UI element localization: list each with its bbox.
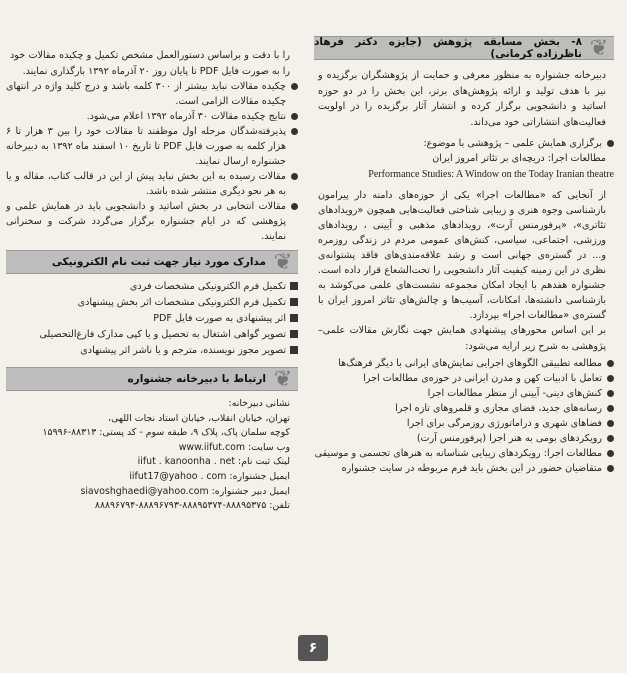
bullet-icon (291, 113, 298, 120)
topic-text: رسانه‌های جدید، فضای مجازی و قلمروهای تازه اجرا (395, 403, 602, 414)
seminar-title-fa: مطالعات اجرا: دریچه‌ای بر تئاتر امروز ایران (432, 153, 606, 164)
bullet-icon (607, 465, 614, 472)
topic-text: کنش‌های دینی- آیینی از منظر مطالعات اجرا (427, 388, 602, 399)
topic-text: متقاضیان حضور در این بخش باید فرم مربوطه در سایت جشنواره (341, 463, 602, 474)
rule-text: پذیرفته‌شدگان مرحله اول موظفند تا مقالات خود را بین ۳ هزار تا ۶ هزار کلمه به صورت فایل PDF تا تاریخ ۱۰ اسفند ماه ۱۳۹۲ به دبیرخانه جشنواره ارسال نمایند. (6, 126, 286, 167)
page-number: ۶ (298, 635, 328, 661)
bullet-icon (291, 173, 298, 180)
document-text: تصویر گواهی اشتغال به تحصیل و یا کپی مدارک فارغ‌التحصیلی (39, 329, 286, 340)
bullet-icon (607, 450, 614, 457)
list-item (6, 199, 298, 244)
list-item (6, 327, 298, 343)
topic-text: رویکردهای بومی به هنر اجرا (پرفورمنس آرت) (416, 433, 602, 444)
registration-link[interactable]: لینک ثبت نام: iifut . kanoonha . net (137, 456, 290, 468)
list-item (6, 343, 298, 359)
square-bullet-icon (290, 330, 298, 338)
list-item (314, 446, 614, 461)
documents-header (6, 250, 298, 274)
document-text: تکمیل فرم الکترونیکی مشخصات فردی (129, 281, 286, 292)
rules-list (6, 79, 298, 244)
rule-text: نتایج چکیده مقالات ۳۰ آذرماه ۱۳۹۲ اعلام می‌شود. (86, 111, 286, 122)
list-item (314, 431, 614, 446)
documents-list (6, 279, 298, 359)
document-text: اثر پیشنهادی به صورت فایل PDF (153, 313, 286, 324)
list-item (6, 295, 298, 311)
list-item (314, 371, 614, 386)
bullet-icon (607, 390, 614, 397)
list-item (314, 386, 614, 401)
mask-ornament-icon: ❦ (273, 367, 293, 392)
bullet-icon (607, 360, 614, 367)
mask-ornament-icon: ❦ (589, 36, 609, 61)
bullet-icon (607, 375, 614, 382)
secretary-email-link[interactable]: ایمیل دبیر جشنواره: siavoshghaedi@yahoo.com (80, 485, 290, 497)
list-item (6, 169, 298, 199)
right-column (314, 36, 614, 476)
section-8-header (314, 36, 614, 60)
documents-title: مدارک مورد نیاز جهت ثبت نام الکترونیکی (51, 256, 266, 268)
square-bullet-icon (290, 314, 298, 322)
document-text: تصویر مجوز نویسنده، مترجم و یا ناشر اثر پیشنهادی (80, 345, 286, 356)
bullet-icon (607, 420, 614, 427)
contact-address-label: نشانی دبیرخانه: (228, 398, 290, 409)
seminar-bullet-text: برگزاری همایش علمی – پژوهشی با موضوع: (423, 138, 602, 149)
rule-text: مقالات رسیده به این بخش نباید پیش از این در قالب کتاب، مقاله و یا به هر نحو دیگری منتشر شده باشد. (6, 171, 286, 197)
list-item (314, 461, 614, 476)
topics-intro: بر این اساس محورهای پیشنهادی همایش جهت نگارش مقالات علمی–پژوهشی به شرح زیر ارایه می‌شود: (318, 325, 606, 352)
list-item (314, 356, 614, 371)
section-8-title: ۸- بخش مسابقه پژوهش (جایزه دکتر فرهاد ناظرزاده کرمانی) (314, 36, 582, 60)
square-bullet-icon (290, 346, 298, 354)
contact-block (6, 397, 298, 514)
left-column (6, 36, 298, 514)
list-item (6, 311, 298, 327)
mask-ornament-icon: ❦ (273, 250, 293, 275)
list-item (6, 279, 298, 295)
seminar-title-en: Performance Studies: A Window on the Today Iranian theatre (368, 168, 614, 180)
website-link[interactable]: وب سایت: www.iifut.com (178, 441, 290, 453)
rules-first-para: را با دقت و براساس دستورالعمل مشخص تکمیل و چکیده مقالات خود را به صورت فایل PDF تا پایان روز ۲۰ آذرماه ۱۳۹۲ بارگذاری نمایند. (10, 50, 290, 77)
rule-text: مقالات انتخابی در بخش اساتید و دانشجویی باید در همایش علمی و پژوهشی که در ایام جشنواره برگزار می‌گردد شرکت و سخنرانی نمایند. (6, 201, 286, 242)
section-8-intro: دبیرخانه جشنواره به منظور معرفی و حمایت از پژوهشگران برگزیده و نیز با هدف تولید و ارائه پژوهش‌های برتر، این بخش را در دو حوزه اساتید و دانشجویی برگزار کرده و انتشار آثار برگزیده را در اولویت فعالیت‌های انتشاراتی خود می‌داند. (318, 70, 606, 128)
bullet-icon (607, 435, 614, 442)
seminar-bullet (314, 136, 614, 151)
contact-title: ارتباط با دبیرخانه جشنواره (127, 373, 266, 385)
seminar-list (314, 136, 614, 151)
section-8-body: از آنجایی که «مطالعات اجرا» یکی از حوزه‌های دامنه دار پیرامون بازشناسی وجوه هنری و زیبایی شناختی فعالیت‌هایی همچون «رویدادهای تئاتری»، «پرفورمنس آرت»، رویدادهای مذهبی و آیینی ، رویدادهای ورزشی، اجتماعی، سیاسی، کنش‌های عمومی مردم در زندگی روزمره و... در گستره‌ی جهانی است و رشد علاقه‌مندی‌های فاقد پشتوانه‌ی نظری در این زمینه کیفیت آثار دانشجویی را تحت‌الشعاع قرار داده است. جشنواره هفدهم با ایجاد امکان مجموعه نشست‌های علمی می‌کوشد به بازشناسی دانشته‌ها، امکانات، آسیب‌ها و چالش‌های تئاتر امروز ایران با گستره‌ی «مطالعات اجرا» بپردازد. (318, 190, 606, 321)
contact-address-line: تهران، خیابان انقلاب، خیابان استاد نجات اللهی، (108, 412, 290, 424)
document-text: تکمیل فرم الکترونیکی مشخصات اثر بخش پیشنهادی (77, 297, 286, 308)
bullet-icon (607, 405, 614, 412)
contact-header (6, 367, 298, 391)
square-bullet-icon (290, 298, 298, 306)
topic-text: مطالعه تطبیقی الگوهای اجرایی نمایش‌های ایرانی با دیگر فرهنگ‌ها (338, 358, 602, 369)
contact-address-line: کوچه سلمان پاک، پلاک ۹، طبقه سوم - کد پستی: ۸۸۳۱۳-۱۵۹۹۶ (42, 427, 290, 439)
square-bullet-icon (290, 282, 298, 290)
topics-list (314, 356, 614, 476)
list-item (314, 416, 614, 431)
list-item (6, 79, 298, 109)
topic-text: فضاهای شهری و دراماتورژی روزمرگی برای اجرا (406, 418, 602, 429)
list-item (6, 109, 298, 124)
bullet-icon (291, 128, 298, 135)
bullet-icon (291, 83, 298, 90)
rule-text: چکیده مقالات نباید بیشتر از ۳۰۰ کلمه باشد و درج کلید واژه در انتهای چکیده مقالات الزامی است. (6, 81, 286, 107)
list-item (314, 401, 614, 416)
bullet-icon (607, 140, 614, 147)
phone-numbers: تلفن: ۸۸۸۹۵۳۷۵-۸۸۸۹۵۳۷۴-۸۸۸۹۶۷۹۳-۸۸۸۹۶۷۹۴ (94, 500, 290, 512)
bullet-icon (291, 203, 298, 210)
topic-text: مطالعات اجرا: رویکردهای زیبایی شناسانه به هنرهای تجسمی و موسیقی (314, 448, 602, 459)
list-item (6, 124, 298, 169)
festival-email-link[interactable]: ایمیل جشنواره: iifut17@yahoo . com (129, 470, 290, 482)
topic-text: تعامل با ادبیات کهن و مدرن ایرانی در حوزه‌ی مطالعات اجرا (363, 373, 602, 384)
